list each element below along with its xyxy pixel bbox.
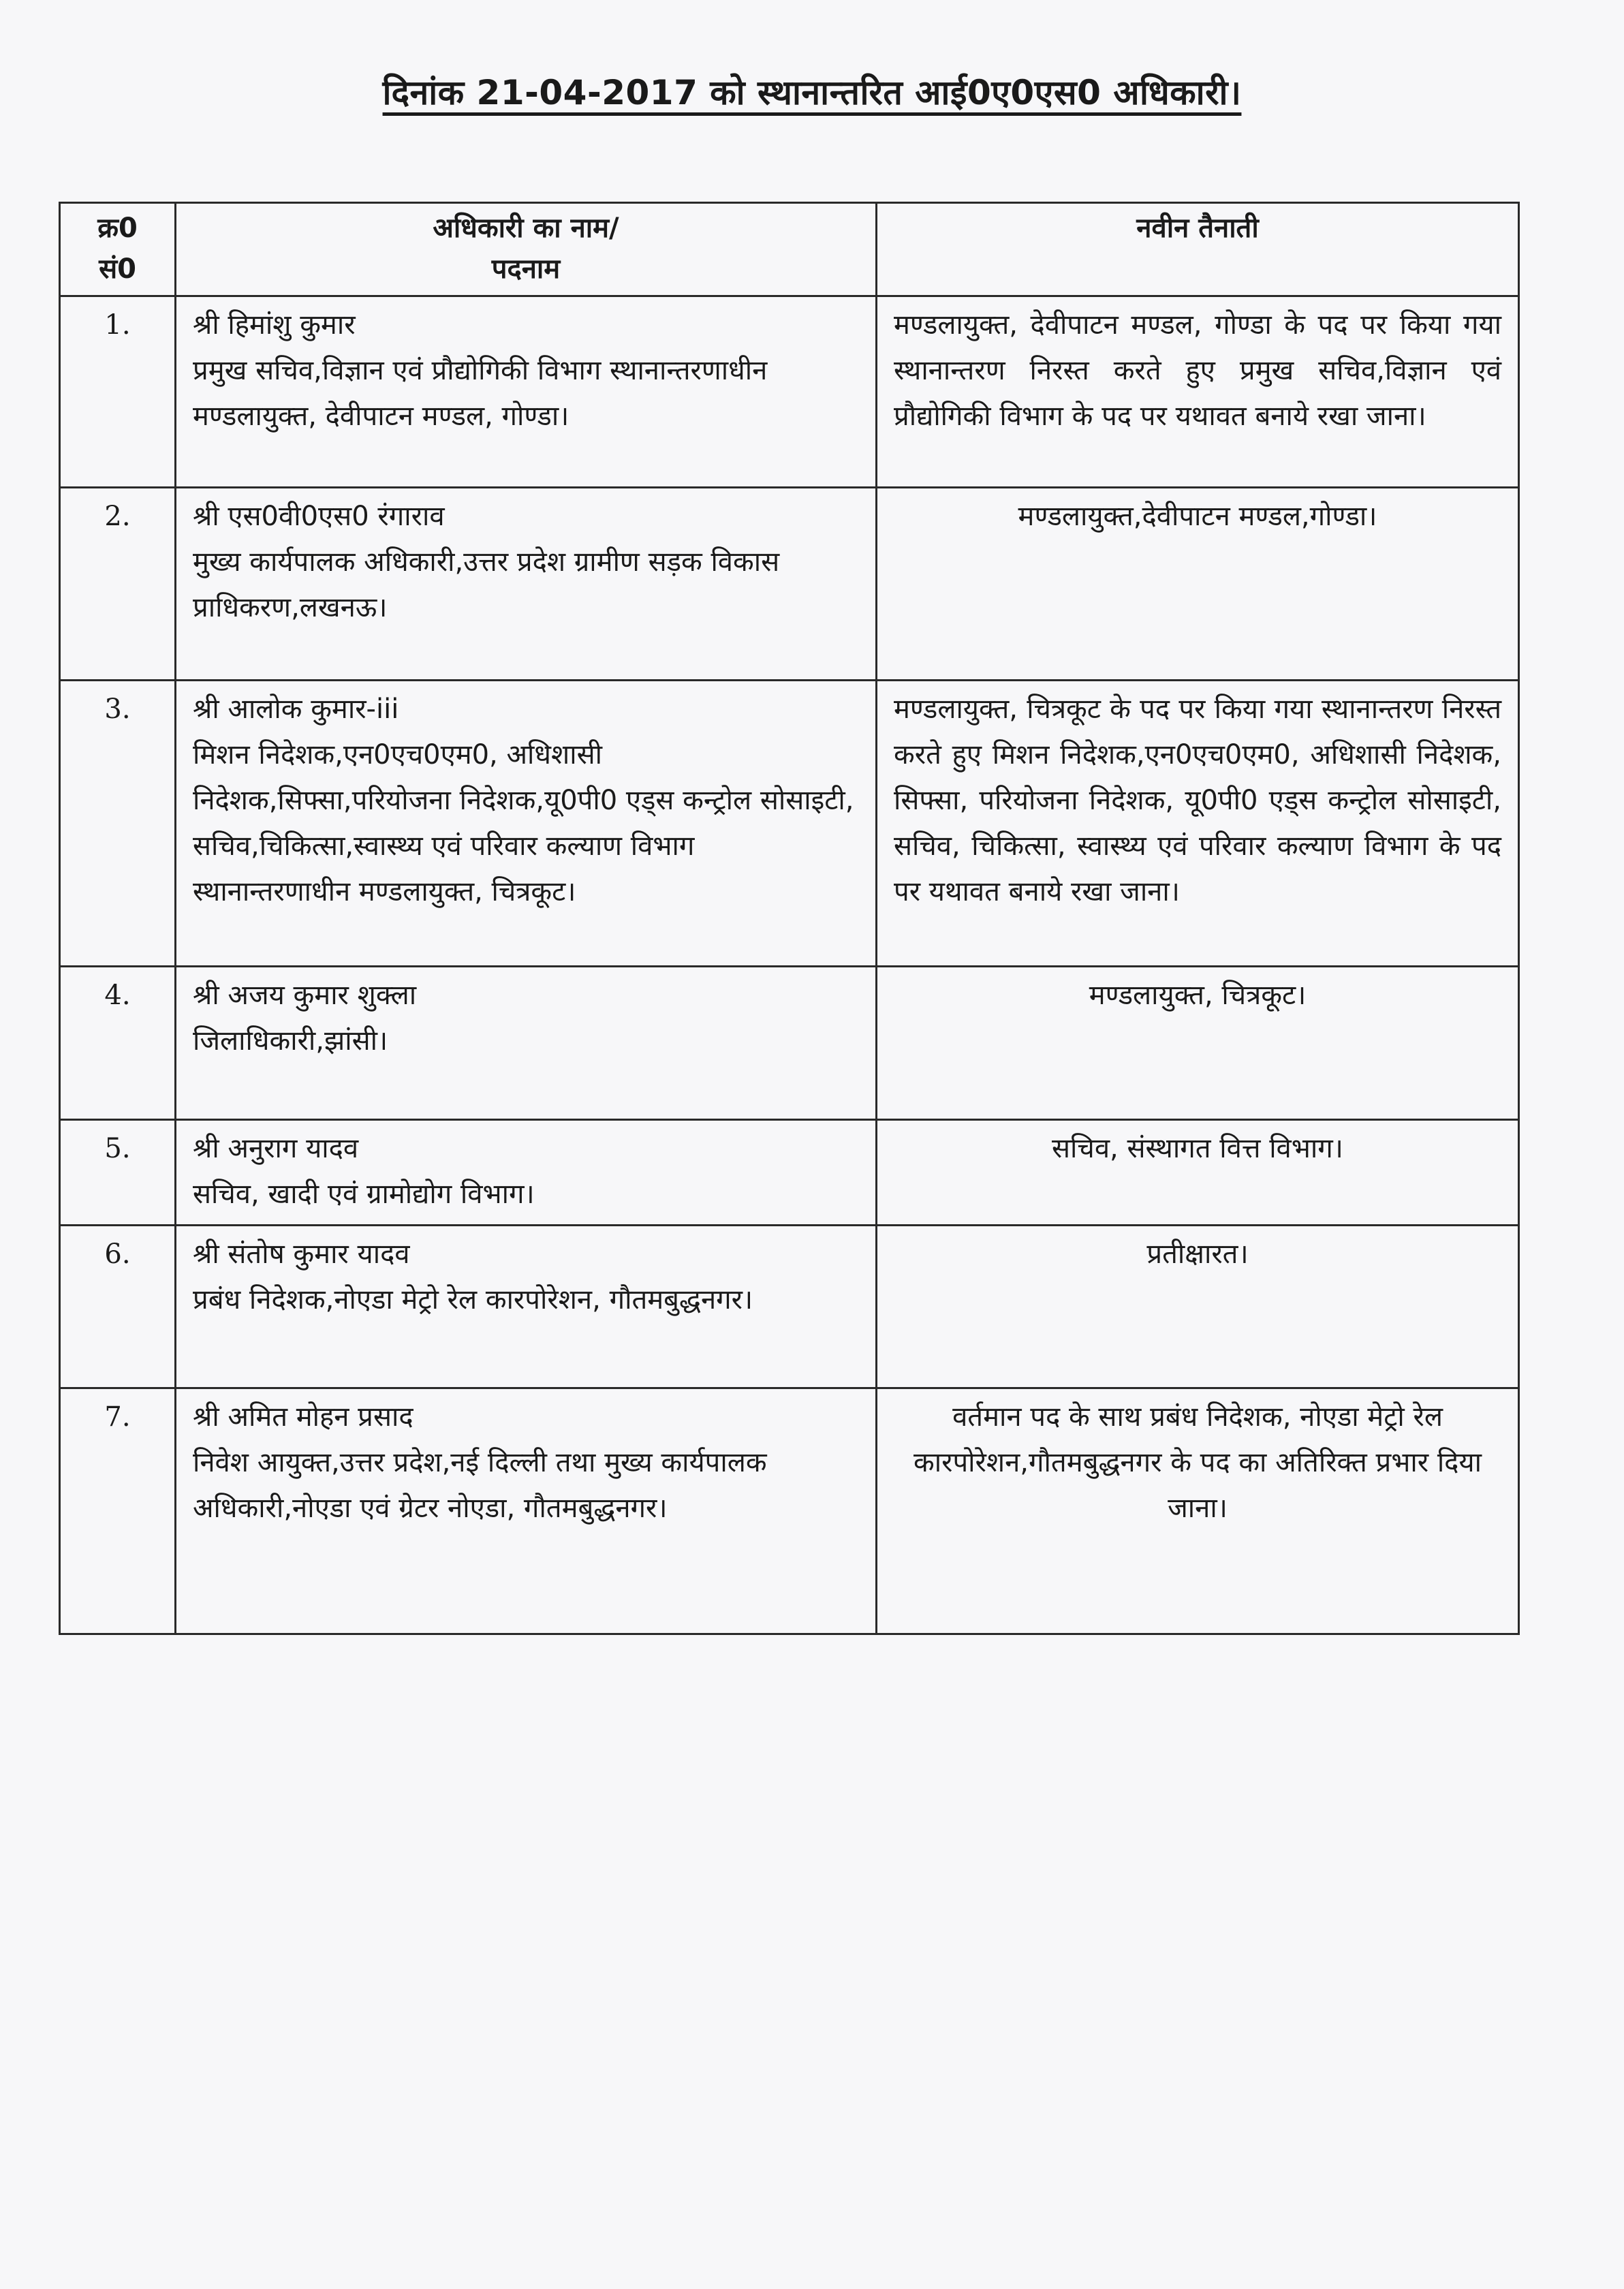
officer-designation: प्रबंध निदेशक,नोएडा मेट्रो रेल कारपोरेशन, गौतमबुद्धनगर। xyxy=(193,1284,753,1315)
new-posting: प्रतीक्षारत। xyxy=(877,1226,1519,1388)
new-posting: मण्डलायुक्त,देवीपाटन मण्डल,गोण्डा। xyxy=(877,488,1519,681)
header-name-line-2: पदनाम xyxy=(491,253,561,285)
table-row xyxy=(60,1226,1519,1388)
header-new-posting xyxy=(877,203,1519,296)
serial-number: 3. xyxy=(60,681,176,967)
document-title: दिनांक 21-04-2017 को स्थानान्तरित आई0ए0एस0 अधिकारी। xyxy=(382,73,1242,112)
new-posting: मण्डलायुक्त, देवीपाटन मण्डल, गोण्डा के पद पर किया गया स्थानान्तरण निरस्त करते हुए प्रमुख सचिव,विज्ञान एवं प्रौद्योगिकी विभाग के पद पर यथावत बनाये रखा जाना। xyxy=(877,296,1519,488)
officer-name: श्री अजय कुमार शुक्ला xyxy=(193,980,417,1011)
officer-designation: प्रमुख सचिव,विज्ञान एवं प्रौद्योगिकी विभाग स्थानान्तरणाधीन मण्डलायुक्त, देवीपाटन मण्डल, गोण्डा। xyxy=(193,355,768,432)
serial-number: 1. xyxy=(60,296,176,488)
officer-designation: जिलाधिकारी,झांसी। xyxy=(193,1025,388,1057)
officer-designation: मुख्य कार्यपालक अधिकारी,उत्तर प्रदेश ग्रामीण सड़क विकास प्राधिकरण,लखनऊ। xyxy=(193,546,780,623)
table-row xyxy=(60,1388,1519,1634)
officer-cell xyxy=(176,681,877,967)
transfer-table xyxy=(59,202,1520,1635)
table-row xyxy=(60,1120,1519,1226)
table-row xyxy=(60,967,1519,1120)
serial-number: 6. xyxy=(60,1226,176,1388)
header-name-line-1: अधिकारी का नाम/ xyxy=(433,213,619,244)
officer-cell xyxy=(176,296,877,488)
officer-cell xyxy=(176,1226,877,1388)
header-officer-name xyxy=(176,203,877,296)
table-header-row xyxy=(60,203,1519,296)
officer-designation: मिशन निदेशक,एन0एच0एम0, अधिशासी निदेशक,सिफ्सा,परियोजना निदेशक,यू0पी0 एड्स कन्ट्रोल सोसाइटी, सचिव,चिकित्सा,स्वास्थ्य एवं परिवार कल्याण विभाग स्थानान्तरणाधीन मण्डलायुक्त, चित्रकूट। xyxy=(193,739,854,907)
table-row xyxy=(60,681,1519,967)
officer-cell xyxy=(176,1388,877,1634)
officer-name: श्री एस0वी0एस0 रंगाराव xyxy=(193,501,445,532)
officer-cell xyxy=(176,967,877,1120)
new-posting: वर्तमान पद के साथ प्रबंध निदेशक, नोएडा मेट्रो रेल कारपोरेशन,गौतमबुद्धनगर के पद का अतिरिक्त प्रभार दिया जाना। xyxy=(877,1388,1519,1634)
new-posting: मण्डलायुक्त, चित्रकूट के पद पर किया गया स्थानान्तरण निरस्त करते हुए मिशन निदेशक,एन0एच0एम0, अधिशासी निदेशक, सिफ्सा, परियोजना निदेशक, यू0पी0 एड्स कन्ट्रोल सोसाइटी, सचिव, चिकित्सा, स्वास्थ्य एवं परिवार कल्याण विभाग के पद पर यथावत बनाये रखा जाना। xyxy=(877,681,1519,967)
officer-designation: निवेश आयुक्त,उत्तर प्रदेश,नई दिल्ली तथा मुख्य कार्यपालक अधिकारी,नोएडा एवं ग्रेटर नोएडा, गौतमबुद्धनगर। xyxy=(193,1447,767,1524)
officer-cell xyxy=(176,488,877,681)
serial-number: 5. xyxy=(60,1120,176,1226)
table-row xyxy=(60,488,1519,681)
serial-number: 4. xyxy=(60,967,176,1120)
header-serial-number xyxy=(60,203,176,296)
officer-name: श्री आलोक कुमार-iii xyxy=(193,694,399,725)
officer-name: श्री संतोष कुमार यादव xyxy=(193,1239,410,1270)
officer-name: श्री हिमांशु कुमार xyxy=(193,309,356,341)
header-serial-line-2: सं0 xyxy=(99,253,136,285)
header-serial-line-1: क्र0 xyxy=(97,213,138,244)
new-posting: सचिव, संस्थागत वित्त विभाग। xyxy=(877,1120,1519,1226)
serial-number: 2. xyxy=(60,488,176,681)
new-posting: मण्डलायुक्त, चित्रकूट। xyxy=(877,967,1519,1120)
serial-number: 7. xyxy=(60,1388,176,1634)
officer-cell xyxy=(176,1120,877,1226)
officer-designation: सचिव, खादी एवं ग्रामोद्योग विभाग। xyxy=(193,1179,535,1210)
header-new-posting-label: नवीन तैनाती xyxy=(1136,213,1259,244)
table-row xyxy=(60,296,1519,488)
officer-name: श्री अनुराग यादव xyxy=(193,1133,359,1164)
officer-name: श्री अमित मोहन प्रसाद xyxy=(193,1401,413,1433)
